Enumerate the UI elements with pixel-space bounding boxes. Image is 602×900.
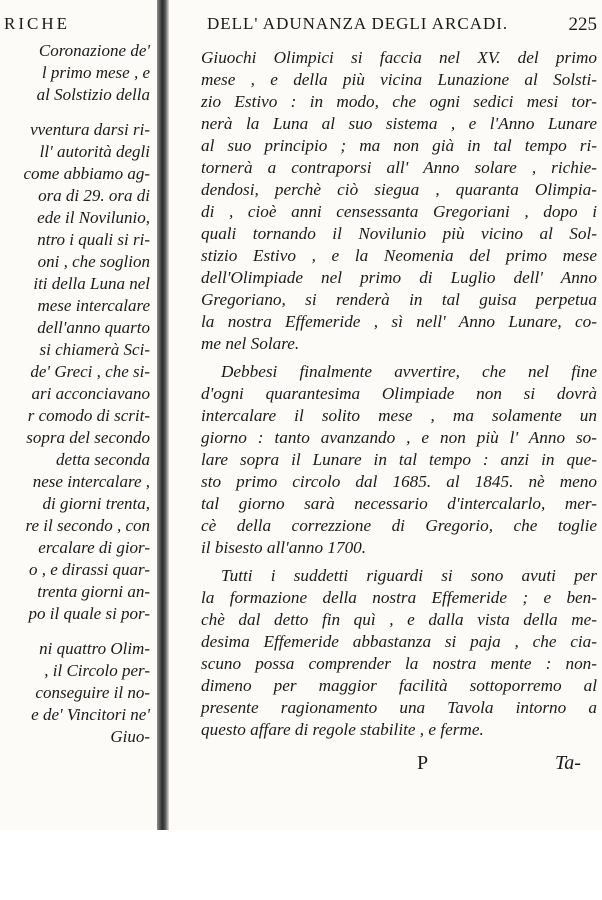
- text-line: trenta giorni an-: [37, 582, 150, 601]
- catchword: Ta-: [555, 752, 581, 774]
- text-line: tornerà a contraporsi all' Anno solare , richie-: [201, 158, 597, 177]
- text-line: al suo principio ; ma non già in tal tempo ri-: [201, 136, 597, 155]
- text-line: Coronazione de': [38, 41, 150, 60]
- text-line: sopra del secondo: [26, 428, 150, 447]
- text-line: de' Greci , che si-: [30, 362, 150, 381]
- blank-margin: [0, 830, 602, 900]
- text-line: ari acconciavano: [31, 384, 150, 403]
- text-line: ll' autorità degli: [39, 142, 150, 161]
- signature-mark: P: [417, 752, 429, 774]
- text-line: re il secondo , con: [25, 516, 150, 535]
- text-line: Tutti i suddetti riguardi si sono avuti per: [221, 566, 597, 585]
- book-gutter: [157, 0, 169, 830]
- text-line: si chiamerà Sci-: [39, 340, 150, 359]
- text-line: ni quattro Olim-: [39, 639, 150, 658]
- text-line: stizio Estivo , e la Neomenia del primo mese: [201, 246, 597, 265]
- text-line: Debbesi finalmente avvertire, che nel fine: [221, 362, 597, 381]
- text-line: detta seconda: [56, 450, 150, 469]
- text-line: dell'anno quarto: [37, 318, 150, 337]
- text-line: cè della correzzione di Gregorio, che toglie: [201, 516, 597, 535]
- text-line: me nel Solare.: [201, 334, 300, 353]
- text-line: sto primo circolo dal 1685. al 1845. nè meno: [201, 472, 597, 491]
- text-line: e de' Vincitori ne': [31, 705, 150, 724]
- text-line: come abbiamo ag-: [23, 164, 150, 183]
- text-line: Giuo-: [110, 727, 150, 746]
- text-line: nerà la Luna al suo sistema , e l'Anno Lunare: [201, 114, 597, 133]
- text-line: tal giorno sarà necessario d'intercalarlo, mer-: [201, 494, 597, 513]
- text-line: , il Circolo per-: [44, 661, 150, 680]
- text-line: ede il Novilunio,: [37, 208, 150, 227]
- text-line: conseguire il no-: [35, 683, 150, 702]
- text-line: chè dal detto fin quì , e dalla vista della me-: [201, 610, 597, 629]
- text-line: giorno : tanto avanzando , e non più l' Anno so-: [201, 428, 597, 447]
- text-line: o , e dirassi quar-: [28, 560, 150, 579]
- text-line: di giorni trenta,: [42, 494, 150, 513]
- page-number: 225: [568, 14, 597, 35]
- right-page: [169, 0, 602, 830]
- text-line: quali tornando il Novilunio più vicino al Sol-: [201, 224, 597, 243]
- text-line: lare sopra il Lunare in tal tempo : anzi in que-: [201, 450, 597, 469]
- text-line: dendosi, perchè ciò siegua , quaranta Olimpia-: [201, 180, 597, 199]
- text-line: scuno possa comprender la nostra mente : non-: [201, 654, 597, 673]
- left-running-head: RICHE: [4, 14, 70, 33]
- text-line: di , cioè anni censessanta Gregoriani , dopo i: [201, 202, 597, 221]
- text-line: ntro i quali si ri-: [37, 230, 150, 249]
- text-line: oni , che soglion: [37, 252, 150, 271]
- text-line: la formazione della nostra Effemeride ; e ben-: [201, 588, 597, 607]
- text-line: presente ragionamento una Tavola intorno a: [201, 698, 597, 717]
- text-line: al Solstizio della: [36, 85, 150, 104]
- left-page: [0, 0, 158, 830]
- text-line: intercalare il solito mese , ma solamente un: [201, 406, 597, 425]
- text-line: la nostra Effemeride , sì nell' Anno Lunare, co-: [201, 312, 597, 331]
- text-line: ora di 29. ora di: [38, 186, 150, 205]
- text-line: r comodo di scrit-: [27, 406, 150, 425]
- paragraph-gap: [0, 106, 150, 119]
- text-line: Gregoriano, si renderà in tal guisa perpetua: [201, 290, 597, 309]
- text-line: vventura darsi ri-: [30, 120, 150, 139]
- text-line: Giuochi Olimpici si faccia nel XV. del primo: [201, 48, 597, 67]
- paragraph-gap: [0, 625, 150, 638]
- text-line: mese , e della più vicina Lunazione al Solsti-: [201, 70, 597, 89]
- text-line: mese intercalare: [37, 296, 150, 315]
- text-line: po il quale si por-: [28, 604, 150, 623]
- text-line: zio Estivo : in modo, che ogni sedici mesi tor-: [201, 92, 597, 111]
- text-line: il bisesto all'anno 1700.: [201, 538, 367, 557]
- left-text-block: [0, 40, 150, 748]
- text-line: questo affare di regole stabilite , e ferme.: [201, 720, 484, 739]
- right-text-block: [201, 47, 597, 741]
- text-line: dimeno per maggior facilità sottoporremo al: [201, 676, 597, 695]
- text-line: desima Effemeride abbastanza si paja , che cia-: [201, 632, 597, 651]
- text-line: ercalare di gior-: [38, 538, 150, 557]
- text-line: d'ogni quarantesima Olimpiade non si dovrà: [201, 384, 597, 403]
- text-line: dell'Olimpiade nel primo di Luglio dell' Anno: [201, 268, 597, 287]
- text-line: iti della Luna nel: [33, 274, 150, 293]
- running-head-title: DELL' ADUNANZA DEGLI ARCADI.: [207, 14, 509, 33]
- running-head: [207, 14, 597, 34]
- text-line: l primo mese , e: [41, 63, 150, 82]
- text-line: nese intercalare ,: [32, 472, 150, 491]
